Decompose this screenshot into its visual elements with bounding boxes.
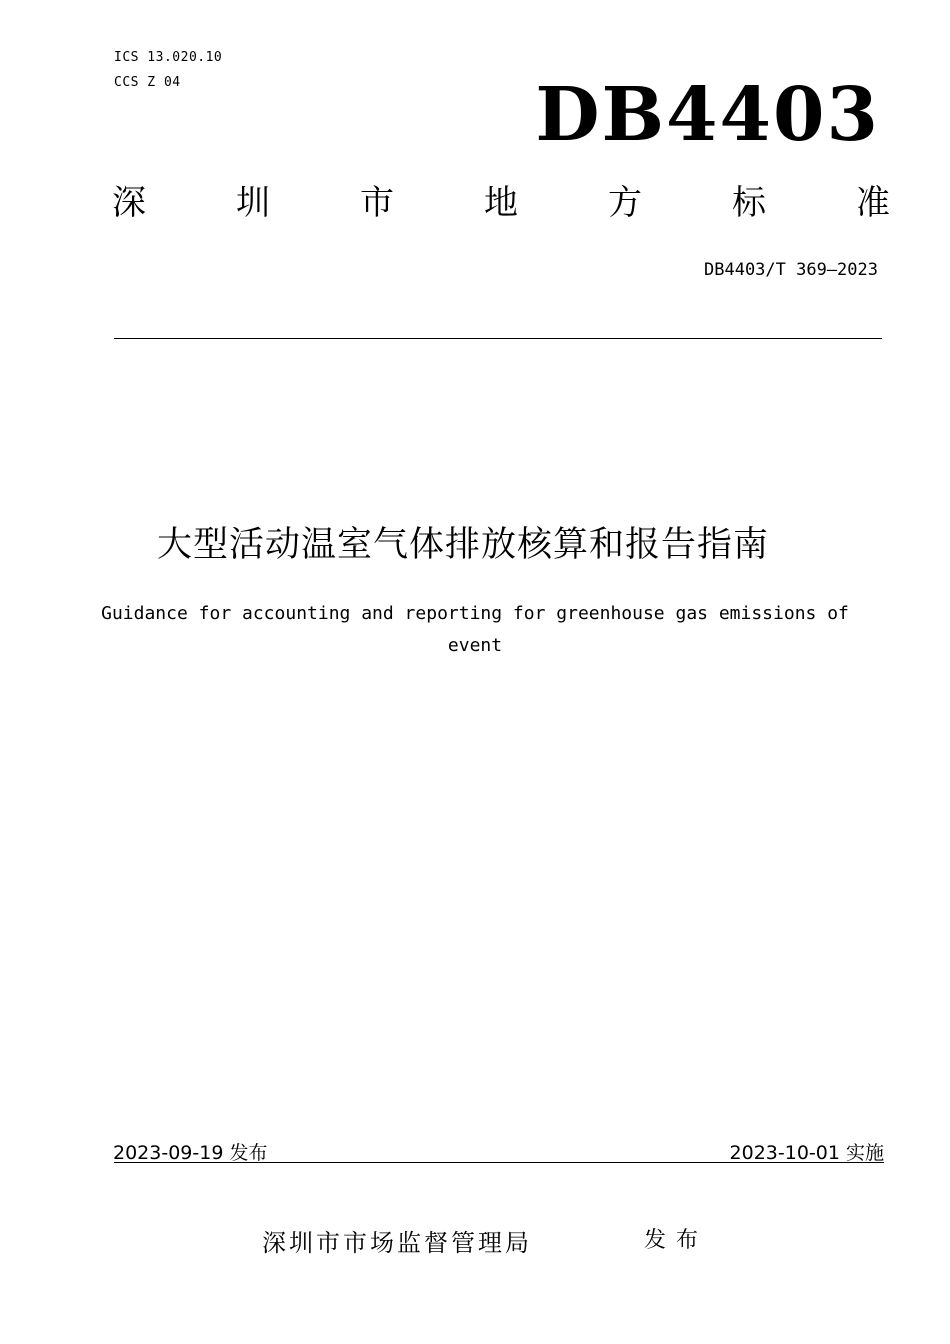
issuing-authority: 深圳市市场监督管理局 xyxy=(262,1229,532,1257)
standard-type-char: 方 xyxy=(608,183,642,223)
standard-number: DB4403/T 369—2023 xyxy=(704,260,878,280)
standard-type-heading xyxy=(112,185,890,222)
publish-date: 2023-09-19 发布 xyxy=(113,1142,268,1164)
document-title-chinese: 大型活动温室气体排放核算和报告指南 xyxy=(156,525,769,565)
standard-type-char: 深 xyxy=(112,183,146,223)
footer-divider xyxy=(114,1162,884,1163)
ccs-code: CCS Z 04 xyxy=(114,75,181,90)
standard-type-char: 圳 xyxy=(236,183,270,223)
standard-type-char: 标 xyxy=(732,183,766,223)
standard-type-char: 准 xyxy=(856,183,890,223)
standard-type-char: 地 xyxy=(484,183,518,223)
issue-label: 发布 xyxy=(644,1228,709,1253)
standard-type-char: 市 xyxy=(360,183,394,223)
document-title-english: Guidance for accounting and reporting for greenhouse gas emissions of event xyxy=(101,603,849,656)
ics-code: ICS 13.020.10 xyxy=(114,50,223,65)
header-divider xyxy=(114,338,882,339)
implement-date: 2023-10-01 实施 xyxy=(729,1142,884,1164)
standard-code-logo: DB4403 xyxy=(535,72,880,158)
